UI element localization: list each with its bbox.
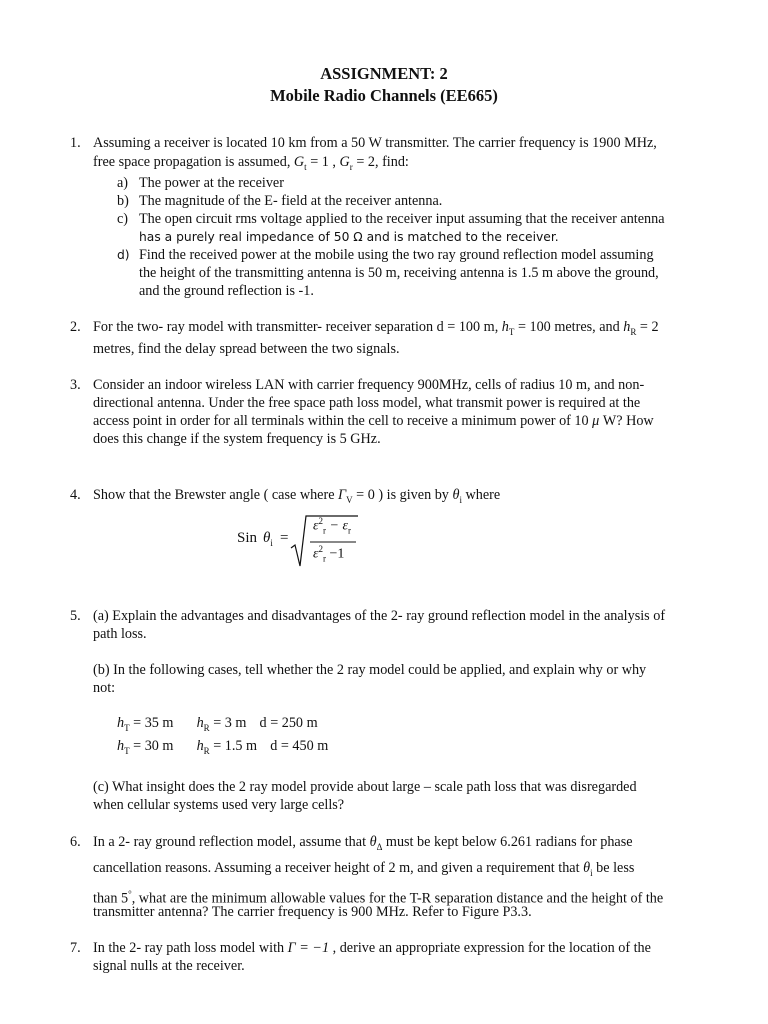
fraction-numerator: $\varepsilon^2_r - \varepsilon_r$ — [313, 516, 351, 536]
question-number: 3. — [70, 377, 81, 393]
question-text: directional antenna. Under the free space path loss model, what transmit power is required at the — [93, 395, 641, 411]
question-text: cancellation reasons. Assuming a receiver height of 2 m, and given a requirement that $\theta_i$ be less — [93, 860, 635, 878]
page-title: ASSIGNMENT: 2 — [320, 64, 448, 83]
question-text: when cellular systems used very large cells? — [93, 797, 345, 813]
question-text: (c) What insight does the 2 ray model provide about large – scale path loss that was disregarded — [93, 779, 637, 795]
question-number: 5. — [70, 608, 81, 624]
case-row: $h_T = 30$ m $h_R = 1.5$ m d = 450 m — [117, 738, 329, 756]
question-number: 7. — [70, 940, 81, 956]
question-text: For the two- ray model with transmitter- receiver separation d = 100 m, $h_T = 100$ metres, and $h_R = 2$ — [93, 319, 659, 337]
question-text: transmitter antenna? The carrier frequency is 900 MHz. Refer to Figure P3.3. — [93, 904, 532, 920]
question-text: free space propagation is assumed, $G_t = 1$ , $G_r = 2$, find: — [93, 154, 409, 172]
question-number: 6. — [70, 834, 81, 850]
brewster-formula: Sin $\theta_i$ = $\varepsilon^2_r - \varepsilon_r$ $\varepsilon^2_r -1$ — [237, 512, 377, 572]
question-text: than 5°, what are the minimum allowable values for the T-R separation distance and the height of the — [93, 889, 664, 907]
question-number: 1. — [70, 135, 81, 151]
question-text: In the 2- ray path loss model with Γ = −1 , derive an appropriate expression for the location of the — [93, 940, 651, 956]
assignment-page: ASSIGNMENT: 2 Mobile Radio Channels (EE665) 1. Assuming a receiver is located 10 km from a 50 W transmitter. The carrier frequency is 1900 MHz, free space propagation is assumed, $G_t = 1$ , $G_r = 2$, find: a) The power at the receiver b) The magnitude of the E- field at the receiver antenna. c) The open circuit rms voltage applied to the receiver input assuming that the receiver antenna has a purely real impedance of 50 Ω and is matched to the receiver. d) Find the received power at the mobile using the two ray ground reflection model assuming the height of the transmitting antenna is 50 m, receiving antenna is 1.5 m above the ground, and the ground reflection is -1. 2. For the two- ray model with transmitter- receiver separation d = 100 m, $h_T = 100$ metres, and $h_R = 2$ metres, find the delay spread between the two signals. 3. Consider an indoor wireless LAN with carrier frequency 900MHz, cells of radius 10 m, and non- directional antenna. Under the free space path loss model, what transmit power is required at the access point in order for all terminals within the cell to receive a minimum power of 10 μ W? How does this change if the system frequency is 5 GHz. 4. Show that the Brewster angle ( case where $\Gamma_V = 0$ ) is given by $\theta_i$ where Sin $\theta_i$ = $\varepsilon^2_r - \varepsilon_r$ $\varepsilon^2_r -1$ 5. (a) Explain the advantages and disadvantages of the 2- ray ground reflection model in the analysis of path loss. (b) In the following cases, tell whether the 2 ray model could be applied, and explain why or why not: $h_T = 35$ m $h_R = 3$ m d = 250 m $h_T = 30$ m $h_R = 1.5$ m d = 450 m (c) What insight does the 2 ray model provide about large – scale path loss that was disregarded when cellular systems used very large cells? 6. In a 2- ray ground reflection model, assume that $\theta_\Delta$ must be kept below 6.261 radians for phase cancellation reasons. Assuming a receiver height of 2 m, and given a requirement that $\theta_i$ be less than 5°, what are the minimum allowable values for the T-R separation distance and the height of the transmitter antenna? The carrier frequency is 900 MHz. Refer to Figure P3.3. 7. In the 2- ray path loss model with Γ = −1 , derive an appropriate expression for the location of the signal nulls at the receiver. — [0, 0, 768, 1024]
fraction-denominator: $\varepsilon^2_r -1$ — [313, 544, 345, 564]
page-subtitle: Mobile Radio Channels (EE665) — [270, 86, 498, 105]
question-text: Assuming a receiver is located 10 km from a 50 W transmitter. The carrier frequency is 1900 MHz, — [93, 135, 657, 151]
question-text: (b) In the following cases, tell whether the 2 ray model could be applied, and explain why or why — [93, 662, 647, 678]
question-text: Show that the Brewster angle ( case where $\Gamma_V = 0$ ) is given by $\theta_i$ where — [93, 487, 501, 505]
question-text: path loss. — [93, 626, 147, 642]
question-text: does this change if the system frequency is 5 GHz. — [93, 431, 381, 447]
question-text: In a 2- ray ground reflection model, assume that $\theta_\Delta$ must be kept below 6.261 radians for phase — [93, 834, 633, 852]
question-text: metres, find the delay spread between the two signals. — [93, 341, 400, 357]
question-text: Consider an indoor wireless LAN with carrier frequency 900MHz, cells of radius 10 m, and non- — [93, 377, 645, 393]
question-text: not: — [93, 680, 116, 696]
case-row: $h_T = 35$ m $h_R = 3$ m d = 250 m — [117, 715, 318, 733]
question-text: (a) Explain the advantages and disadvantages of the 2- ray ground reflection model in the analysis of — [93, 608, 666, 624]
question-text: signal nulls at the receiver. — [93, 958, 245, 974]
question-number: 4. — [70, 487, 81, 503]
question-text: access point in order for all terminals within the cell to receive a minimum power of 10 μ W? How — [93, 413, 654, 429]
question-number: 2. — [70, 319, 81, 335]
